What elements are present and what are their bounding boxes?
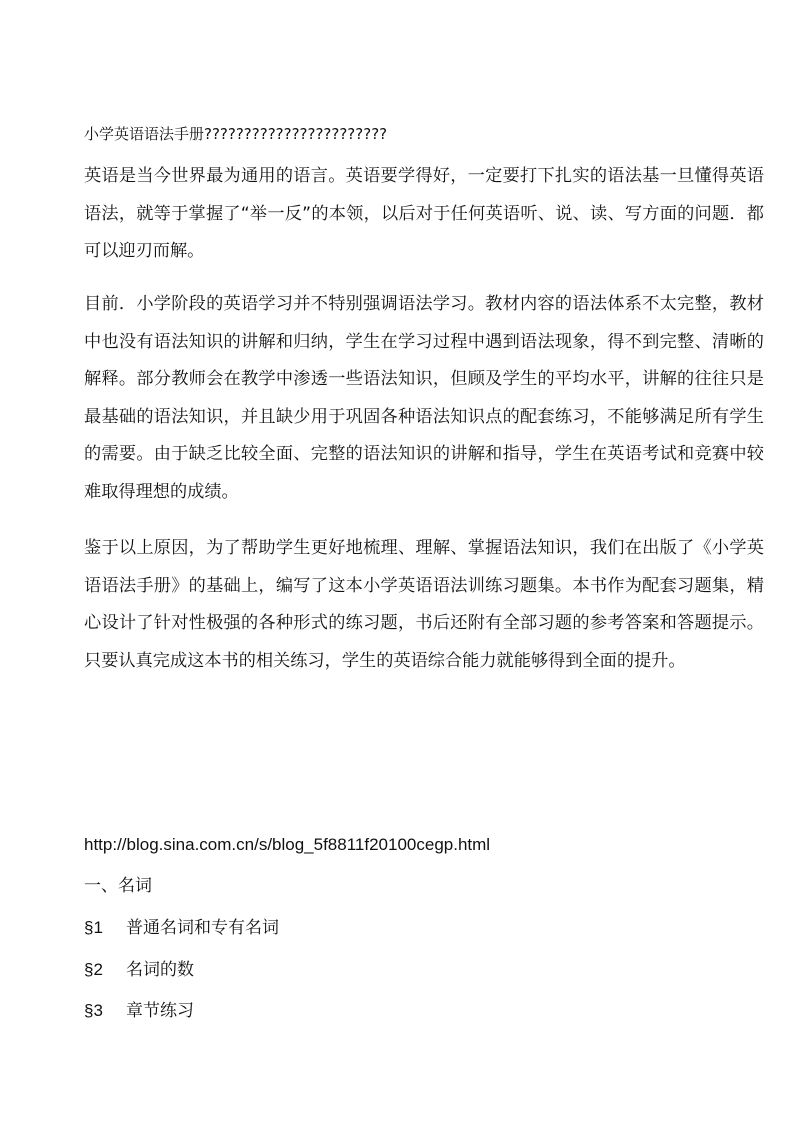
document-title: 小学英语语法手册???????????????????????: [84, 125, 388, 143]
toc-item-label: 章节练习: [126, 1001, 194, 1021]
toc-item-number: §2: [84, 960, 103, 979]
toc-item: [84, 999, 194, 1023]
source-url: http://blog.sina.com.cn/s/blog_5f8811f20100cegp.html: [84, 835, 491, 854]
intro-paragraph-1: 英语是当今世界最为通用的语言。英语要学得好，一定要打下扎实的语法基一旦懂得英语语法，就等于掌握了“举一反”的本领，以后对于任何英语听、说、读、写方面的问题．都可以迎刃而解。: [84, 166, 764, 261]
toc-item: [84, 916, 279, 940]
section-heading: 一、名词: [84, 876, 152, 896]
toc-item-number: §3: [84, 1001, 103, 1020]
toc-item-number: §1: [84, 918, 103, 937]
toc-item-label: 名词的数: [126, 960, 194, 980]
toc-item: [84, 958, 194, 982]
intro-paragraph-2: 目前．小学阶段的英语学习并不特别强调语法学习。教材内容的语法体系不太完整，教材中也没有语法知识的讲解和归纳，学生在学习过程中遇到语法现象，得不到完整、清晰的解释。部分教师会在教学中渗透一些语法知识，但顾及学生的平均水平，讲解的往往只是最基础的语法知识，并且缺少用于巩固各种语法知识点的配套练习，不能够满足所有学生的需要。由于缺乏比较全面、完整的语法知识的讲解和指导，学生在英语考试和竞赛中较难取得理想的成绩。: [84, 294, 764, 502]
intro-paragraph-3: 鉴于以上原因，为了帮助学生更好地梳理、理解、掌握语法知识，我们在出版了《小学英语语法手册》的基础上，编写了这本小学英语语法训练习题集。本书作为配套习题集，精心设计了针对性极强的各种形式的练习题，书后还附有全部习题的参考答案和答题提示。只要认真完成这本书的相关练习，学生的英语综合能力就能够得到全面的提升。: [84, 538, 764, 671]
toc-item-label: 普通名词和专有名词: [126, 918, 279, 938]
